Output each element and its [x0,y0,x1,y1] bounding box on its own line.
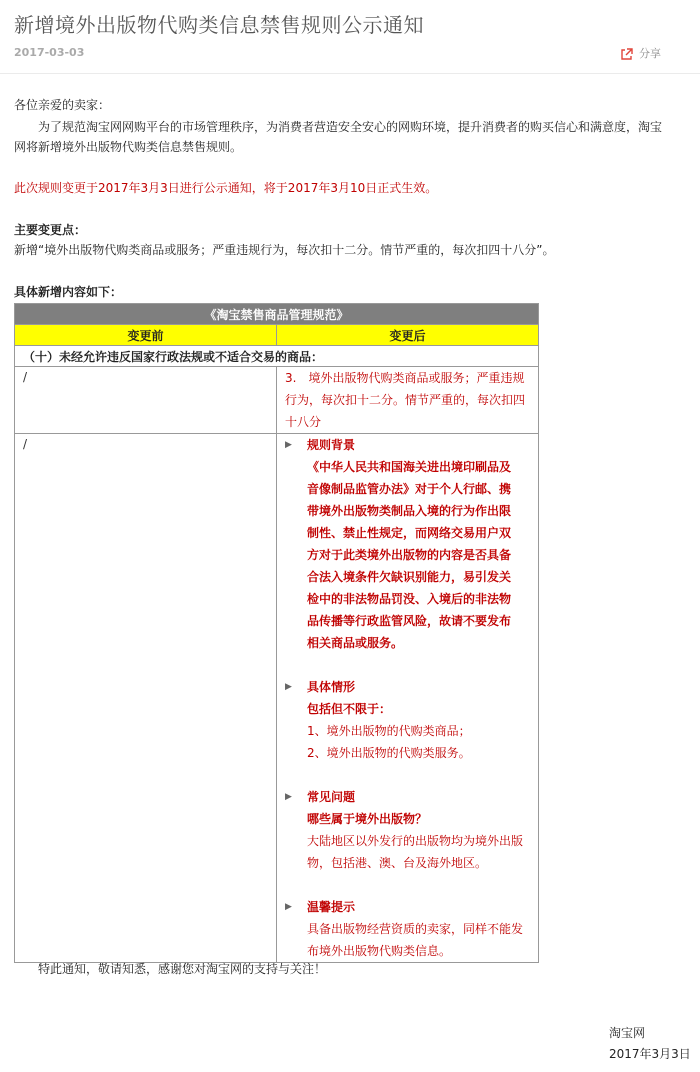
share-icon [621,48,633,60]
section-heading [285,896,532,918]
section-heading [285,786,532,808]
background-text: 品传播等行政监管风险，故请不要发布 [307,614,512,628]
background-text: 带境外出版物类制品入境的行为作出限 [307,504,512,518]
background-text: 检中的非法物品罚没、入境后的非法物 [307,592,512,606]
background-text: 相关商品或服务。 [307,636,404,650]
tips-title: 温馨提示 [307,900,356,914]
main-changes-text: 新增“境外出版物代购类商品或服务；严重违规行为，每次扣十二分。情节严重的，每次扣四十八分”。 [14,243,555,257]
rule-text-line: 3. 境外出版物代购类商品或服务；严重违规 [285,371,525,385]
share-button[interactable] [621,45,661,61]
cell-before [15,367,277,434]
faq-question: 哪些属于境外出版物？ [307,812,428,826]
cell-after [277,434,539,963]
background-text: 《中华人民共和国海关进出境印刷品及 [307,460,512,474]
publish-date: 2017-03-03 [14,46,85,59]
triangle-bullet-icon: ▶ [285,440,292,450]
faq-title: 常见问题 [307,790,356,804]
background-text: 音像制品监管办法》对于个人行邮、携 [307,482,512,496]
cell-before [15,434,277,963]
details-heading: 具体新增内容如下： [14,285,123,299]
table-row [15,367,539,434]
before-placeholder: / [23,370,28,384]
signature-date: 2017年3月3日 [609,1047,691,1061]
background-title: 规则背景 [307,438,356,452]
background-text: 合法入境条件欠缺识别能力，易引发关 [307,570,512,584]
cases-title: 具体情形 [307,680,356,694]
header-divider [0,73,700,74]
case-item: 2、境外出版物的代购类服务。 [307,746,471,760]
background-text: 制性、禁止性规定，而网络交易用户双 [307,526,512,540]
rules-table [14,303,539,963]
rule-text-line: 行为，每次扣十二分。情节严重的，每次扣四 [285,393,526,407]
share-label: 分享 [639,47,661,60]
main-changes-heading: 主要变更点： [14,223,87,237]
table-row [15,434,539,963]
section-heading [285,434,532,456]
cell-after [277,367,539,434]
closing-text: 特此通知，敬请知悉，感谢您对淘宝网的支持与关注！ [38,962,327,976]
intro-paragraph-line2: 网将新增境外出版物代购类信息禁售规则。 [14,140,243,154]
category-row: （十）未经允许违反国家行政法规或不适合交易的商品： [15,346,539,367]
notice-text: 此次规则变更于2017年3月3日进行公示通知，将于2017年3月10日正式生效。 [14,181,438,195]
table-header: 《淘宝禁售商品管理规范》 [15,304,539,325]
case-item: 1、境外出版物的代购类商品； [307,724,471,738]
before-placeholder: / [23,437,28,451]
tips-text: 具备出版物经营资质的卖家，同样不能发 [307,922,524,936]
cases-intro: 包括但不限于： [307,702,392,716]
faq-answer: 大陆地区以外发行的出版物均为境外出版 [307,834,524,848]
rule-text-line: 十八分 [285,415,322,429]
triangle-bullet-icon: ▶ [285,902,292,912]
intro-paragraph-line1: 为了规范淘宝网网购平台的市场管理秩序，为消费者营造安全安心的网购环境，提升消费者的购买信心和满意度，淘宝 [14,120,663,134]
column-header-after: 变更后 [277,325,539,346]
column-header-before: 变更前 [15,325,277,346]
background-text: 方对于此类境外出版物的内容是否具备 [307,548,512,562]
greeting: 各位亲爱的卖家： [14,98,111,112]
section-heading [285,676,532,698]
faq-answer: 物，包括港、澳、台及海外地区。 [307,856,488,870]
tips-text: 布境外出版物代购类信息。 [307,944,452,958]
page-title: 新增境外出版物代购类信息禁售规则公示通知 [14,13,424,37]
signature: 淘宝网 [609,1026,646,1040]
triangle-bullet-icon: ▶ [285,792,292,802]
triangle-bullet-icon: ▶ [285,682,292,692]
